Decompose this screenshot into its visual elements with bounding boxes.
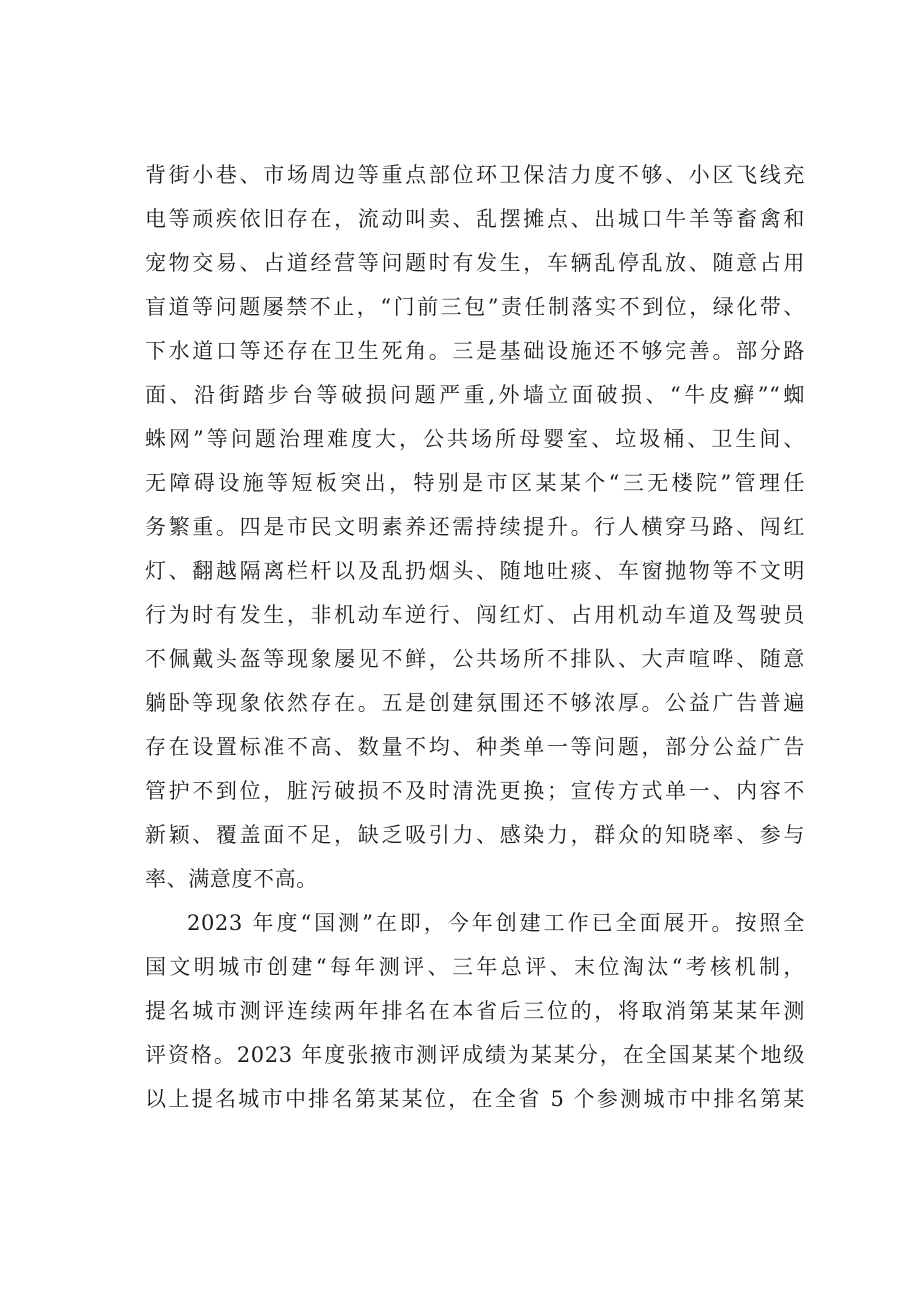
paragraph-1 bbox=[145, 153, 805, 901]
text-line: 以上提名城市中排名第某某位，在全省 5 个参测城市中排名第某 bbox=[145, 1087, 805, 1111]
text-line: 率、满意度不高。 bbox=[145, 867, 318, 891]
paragraph-2 bbox=[145, 901, 805, 1121]
text-line: 宠物交易、占道经营等问题时有发生，车辆乱停乱放、随意占用 bbox=[145, 251, 805, 275]
text-line: 评资格。2023 年度张掖市测评成绩为某某分，在全国某某个地级 bbox=[145, 1043, 805, 1067]
text-line: 管护不到位，脏污破损不及时清洗更换；宣传方式单一、内容不 bbox=[145, 779, 805, 803]
text-line: 国文明城市创建“每年测评、三年总评、末位淘汰“考核机制， bbox=[145, 955, 805, 979]
text-line: 灯、翻越隔离栏杆以及乱扔烟头、随地吐痰、车窗抛物等不文明 bbox=[145, 559, 805, 583]
text-line: 蛛网”等问题治理难度大，公共场所母婴室、垃圾桶、卫生间、 bbox=[145, 427, 805, 451]
text-line: 背街小巷、市场周边等重点部位环卫保洁力度不够、小区飞线充 bbox=[145, 163, 805, 187]
text-line: 躺卧等现象依然存在。五是创建氛围还不够浓厚。公益广告普遍 bbox=[145, 691, 805, 715]
document-body bbox=[145, 153, 805, 1121]
text-line: 新颖、覆盖面不足，缺乏吸引力、感染力，群众的知晓率、参与 bbox=[145, 823, 805, 847]
text-line: 行为时有发生，非机动车逆行、闯红灯、占用机动车道及驾驶员 bbox=[145, 603, 805, 627]
text-line: 2023 年度“国测”在即，今年创建工作已全面展开。按照全 bbox=[187, 911, 805, 935]
text-line: 务繁重。四是市民文明素养还需持续提升。行人横穿马路、闯红 bbox=[145, 515, 805, 539]
text-line: 不佩戴头盔等现象屡见不鲜，公共场所不排队、大声喧哗、随意 bbox=[145, 647, 805, 671]
text-line: 存在设置标准不高、数量不均、种类单一等问题，部分公益广告 bbox=[145, 735, 805, 759]
text-line: 盲道等问题屡禁不止，“门前三包”责任制落实不到位，绿化带、 bbox=[145, 295, 805, 319]
text-line: 下水道口等还存在卫生死角。三是基础设施还不够完善。部分路 bbox=[145, 339, 805, 363]
text-line: 面、沿街踏步台等破损问题严重,外墙立面破损、“牛皮癣”“蜘 bbox=[145, 383, 805, 407]
text-line: 提名城市测评连续两年排名在本省后三位的，将取消第某某年测 bbox=[145, 999, 805, 1023]
text-line: 无障碍设施等短板突出，特别是市区某某个“三无楼院”管理任 bbox=[145, 471, 805, 495]
text-line: 电等顽疾依旧存在，流动叫卖、乱摆摊点、出城口牛羊等畜禽和 bbox=[145, 207, 805, 231]
